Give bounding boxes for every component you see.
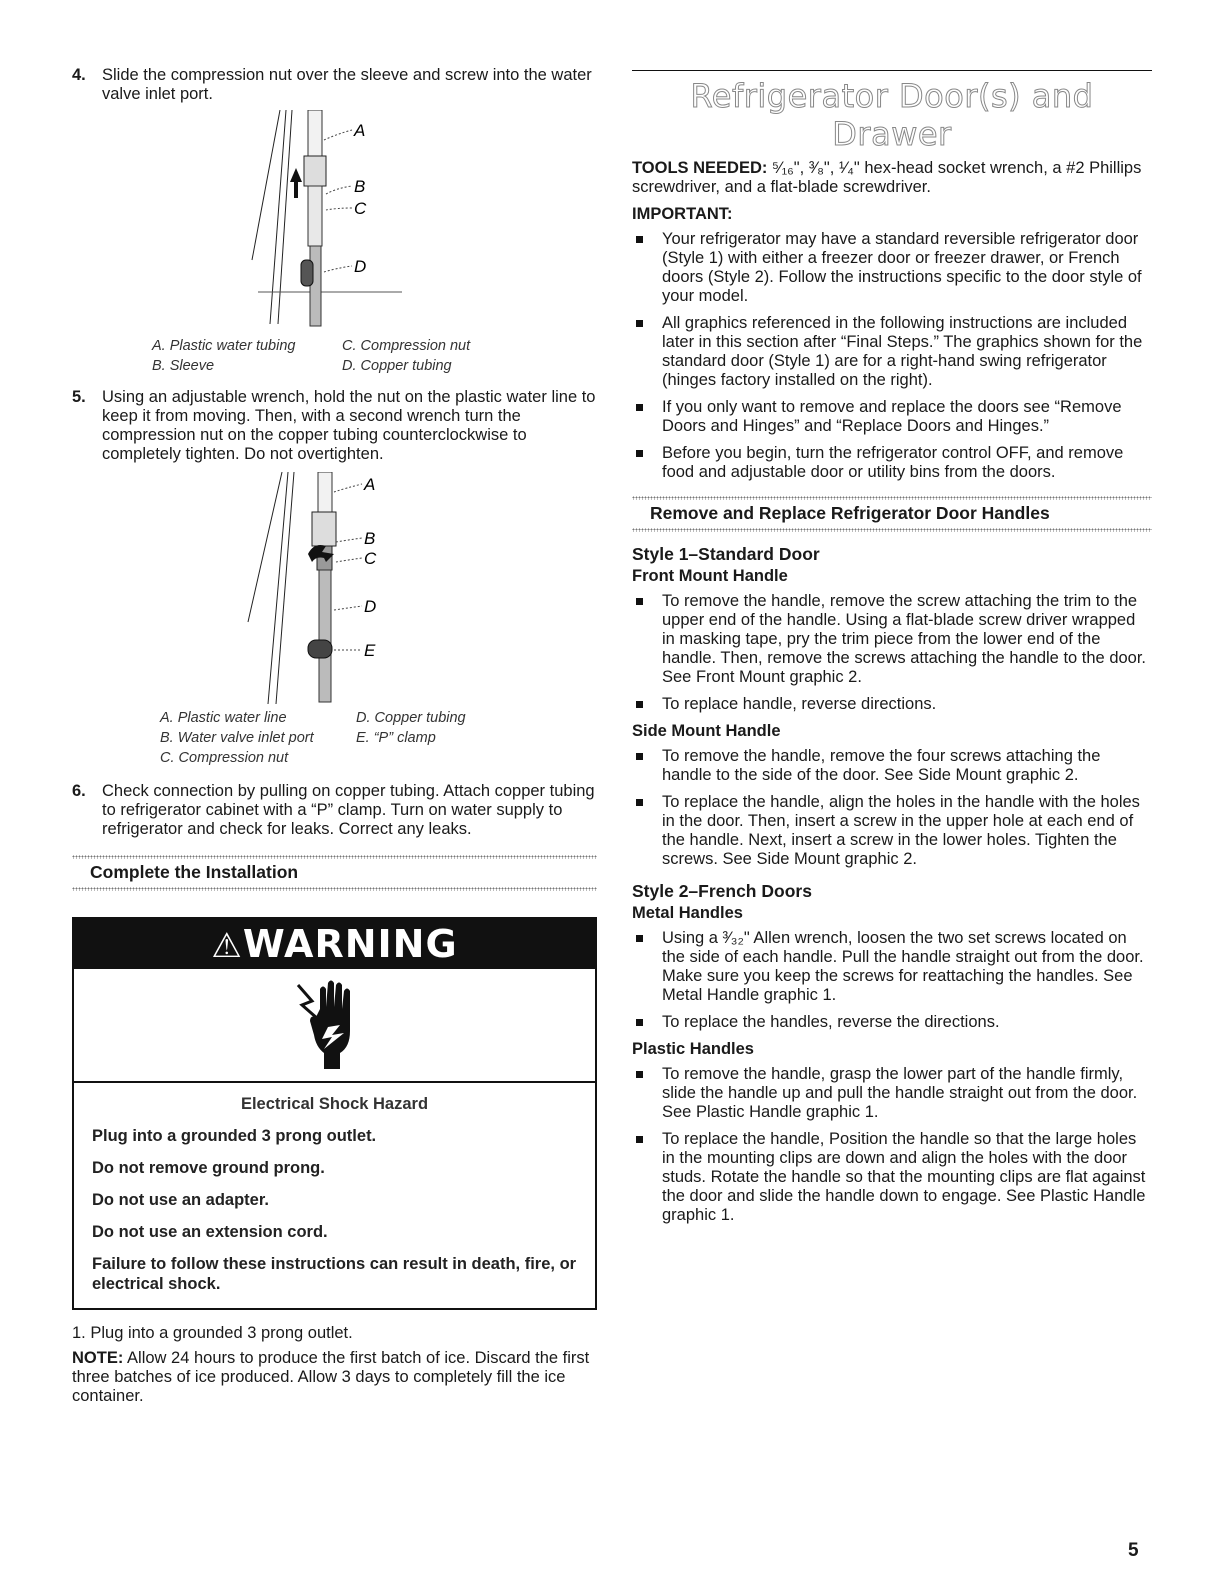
warning-box	[72, 917, 597, 1310]
legend-item: A. Plastic water line	[160, 710, 287, 726]
figure-2-legend	[160, 708, 597, 768]
warning-line: Failure to follow these instructions can result in death, fire, or electrical shock.	[92, 1255, 577, 1293]
warning-triangle-icon: ⚠	[211, 926, 243, 966]
legend-item: D. Copper tubing	[356, 710, 466, 726]
important-list	[632, 230, 1152, 482]
list-item: If you only want to remove and replace the doors see “Remove Doors and Hinges” and “Replace Doors and Hinges.”	[632, 398, 1152, 436]
p-clamp-figure	[222, 472, 597, 704]
plastic-handles-heading: Plastic Handles	[632, 1040, 754, 1058]
plastic-handles-list	[632, 1065, 1152, 1225]
step-4	[72, 66, 597, 104]
warning-line: Plug into a grounded 3 prong outlet.	[92, 1127, 377, 1145]
label-c: C	[364, 549, 377, 568]
list-item: To remove the handle, remove the four screws attaching the handle to the side of the door. See Side Mount graphic 2.	[632, 747, 1152, 785]
warning-header	[74, 919, 595, 969]
warning-line: Do not use an adapter.	[92, 1191, 269, 1209]
legend-item: B. Sleeve	[152, 358, 215, 374]
front-mount-heading: Front Mount Handle	[632, 567, 788, 585]
style-2-heading: Style 2–French Doors	[632, 881, 812, 901]
style-1-heading: Style 1–Standard Door	[632, 544, 820, 564]
left-column	[72, 66, 597, 1406]
step-5	[72, 388, 597, 464]
warning-heading: WARNING	[242, 922, 458, 966]
warning-line: Do not use an extension cord.	[92, 1223, 328, 1241]
list-item: To replace the handle, Position the handle so that the large holes in the mounting clips are down and align the holes with the door studs. Rotate the handle so that the mounting clips are flat against the door and slide the handle down to engage. See Plastic Handle graphic 1.	[632, 1130, 1152, 1225]
dotted-divider	[632, 528, 1152, 532]
legend-item: A. Plastic water tubing	[152, 338, 296, 354]
legend-item: C. Compression nut	[160, 750, 289, 766]
compression-nut-figure	[212, 110, 597, 328]
step-text: Using an adjustable wrench, hold the nut on the plastic water line to keep it from moving. Then, with a second wrench turn the compression nut on the copper tubing counterclockwise to completely tighten. Do not overtighten.	[102, 388, 596, 463]
front-mount-list	[632, 592, 1152, 714]
electrical-shock-hand-icon	[74, 969, 595, 1083]
label-b: B	[354, 177, 366, 196]
step-number: 4.	[72, 66, 86, 84]
side-mount-list	[632, 747, 1152, 869]
section-title: Refrigerator Door(s) and Drawer	[690, 77, 1094, 153]
list-item: To remove the handle, remove the screw attaching the trim to the upper end of the handle. Using a flat-blade screw driver wrapped in masking tape, pry the trim piece from the lower end of the handle. Then, remove the screws attaching the handle to the door. See Front Mount graphic 2.	[632, 592, 1152, 687]
warning-line: Do not remove ground prong.	[92, 1159, 325, 1177]
door-handles-section-header	[632, 496, 1152, 532]
right-column	[632, 70, 1152, 1233]
complete-installation-section-header	[72, 855, 597, 891]
section-title: Remove and Replace Refrigerator Door Handles	[650, 503, 1050, 523]
label-b: B	[364, 529, 376, 548]
step-6	[72, 782, 597, 839]
tubing-illustration	[212, 110, 512, 328]
step-number: 5.	[72, 388, 86, 406]
label-a: A	[354, 121, 366, 140]
label-d: D	[354, 257, 367, 276]
label-c: C	[354, 199, 367, 218]
hazard-title: Electrical Shock Hazard	[240, 1095, 429, 1113]
list-item: Your refrigerator may have a standard reversible refrigerator door (Style 1) with either a freezer door or freezer drawer, or French doors (Style 2). Follow the instructions specific to the door style of your model.	[632, 230, 1152, 306]
tools-needed	[632, 159, 1152, 197]
metal-handles-heading: Metal Handles	[632, 904, 743, 922]
page-number: 5	[1128, 1540, 1139, 1561]
step-text: Check connection by pulling on copper tubing. Attach copper tubing to refrigerator cabinet with a “P” clamp. Turn on water supply to refrigerator and check for leaks. Correct any leaks.	[102, 782, 595, 838]
dotted-divider	[72, 887, 597, 891]
list-item: To replace handle, reverse directions.	[632, 695, 1152, 714]
metal-handles-list	[632, 929, 1152, 1032]
important-label: IMPORTANT:	[632, 205, 733, 223]
label-d: D	[364, 597, 377, 616]
figure-1-legend	[152, 336, 597, 376]
list-item: To replace the handle, align the holes in the handle with the holes in the door. Then, insert a screw in the upper hole at each end of the handle. Next, insert a screw in the lower holes. Tighten the screws. See Side Mount graphic 2.	[632, 793, 1152, 869]
list-item: All graphics referenced in the following instructions are included later in this section after “Final Steps.” The graphics shown for the standard door (Style 1) are for a right-hand swing refrigerator (hinges factory installed on the right).	[632, 314, 1152, 390]
list-item: Before you begin, turn the refrigerator control OFF, and remove food and adjustable door or utility bins from the doors.	[632, 444, 1152, 482]
label-a: A	[364, 475, 376, 494]
legend-item: E. “P” clamp	[356, 730, 436, 746]
side-mount-heading: Side Mount Handle	[632, 722, 781, 740]
tools-text: ⁵⁄₁₆", ³⁄₈", ¹⁄₄" hex-head socket wrench, a #2 Phillips screwdriver, and a flat-blade screwdriver.	[632, 159, 1142, 196]
step-text: Slide the compression nut over the sleeve and screw into the water valve inlet port.	[102, 66, 592, 103]
tools-label: TOOLS NEEDED:	[632, 159, 768, 177]
step-number: 6.	[72, 782, 86, 800]
legend-item: D. Copper tubing	[342, 358, 452, 374]
list-item: To replace the handles, reverse the directions.	[632, 1013, 1152, 1032]
note-label: NOTE:	[72, 1349, 124, 1367]
legend-item: C. Compression nut	[342, 338, 471, 354]
section-title: Complete the Installation	[90, 862, 299, 882]
label-e: E	[364, 641, 376, 660]
note-paragraph	[72, 1349, 597, 1406]
list-item: Using a ³⁄₃₂" Allen wrench, loosen the two set screws located on the side of each handle. Pull the handle straight out from the door. Make sure you keep the screws for reattaching the handles. See Metal Handle graphic 1.	[632, 929, 1152, 1005]
tubing-clamp-illustration	[222, 472, 522, 704]
warning-text	[74, 1083, 595, 1308]
list-item: To remove the handle, grasp the lower part of the handle firmly, slide the handle up and pull the handle straight out from the door. See Plastic Handle graphic 1.	[632, 1065, 1152, 1122]
final-step: 1. Plug into a grounded 3 prong outlet.	[72, 1324, 353, 1342]
legend-item: B. Water valve inlet port	[160, 730, 314, 746]
note-text: Allow 24 hours to produce the first batch of ice. Discard the first three batches of ice produced. Allow 3 days to completely fill the ice container.	[72, 1349, 590, 1405]
title-rule	[632, 70, 1152, 71]
